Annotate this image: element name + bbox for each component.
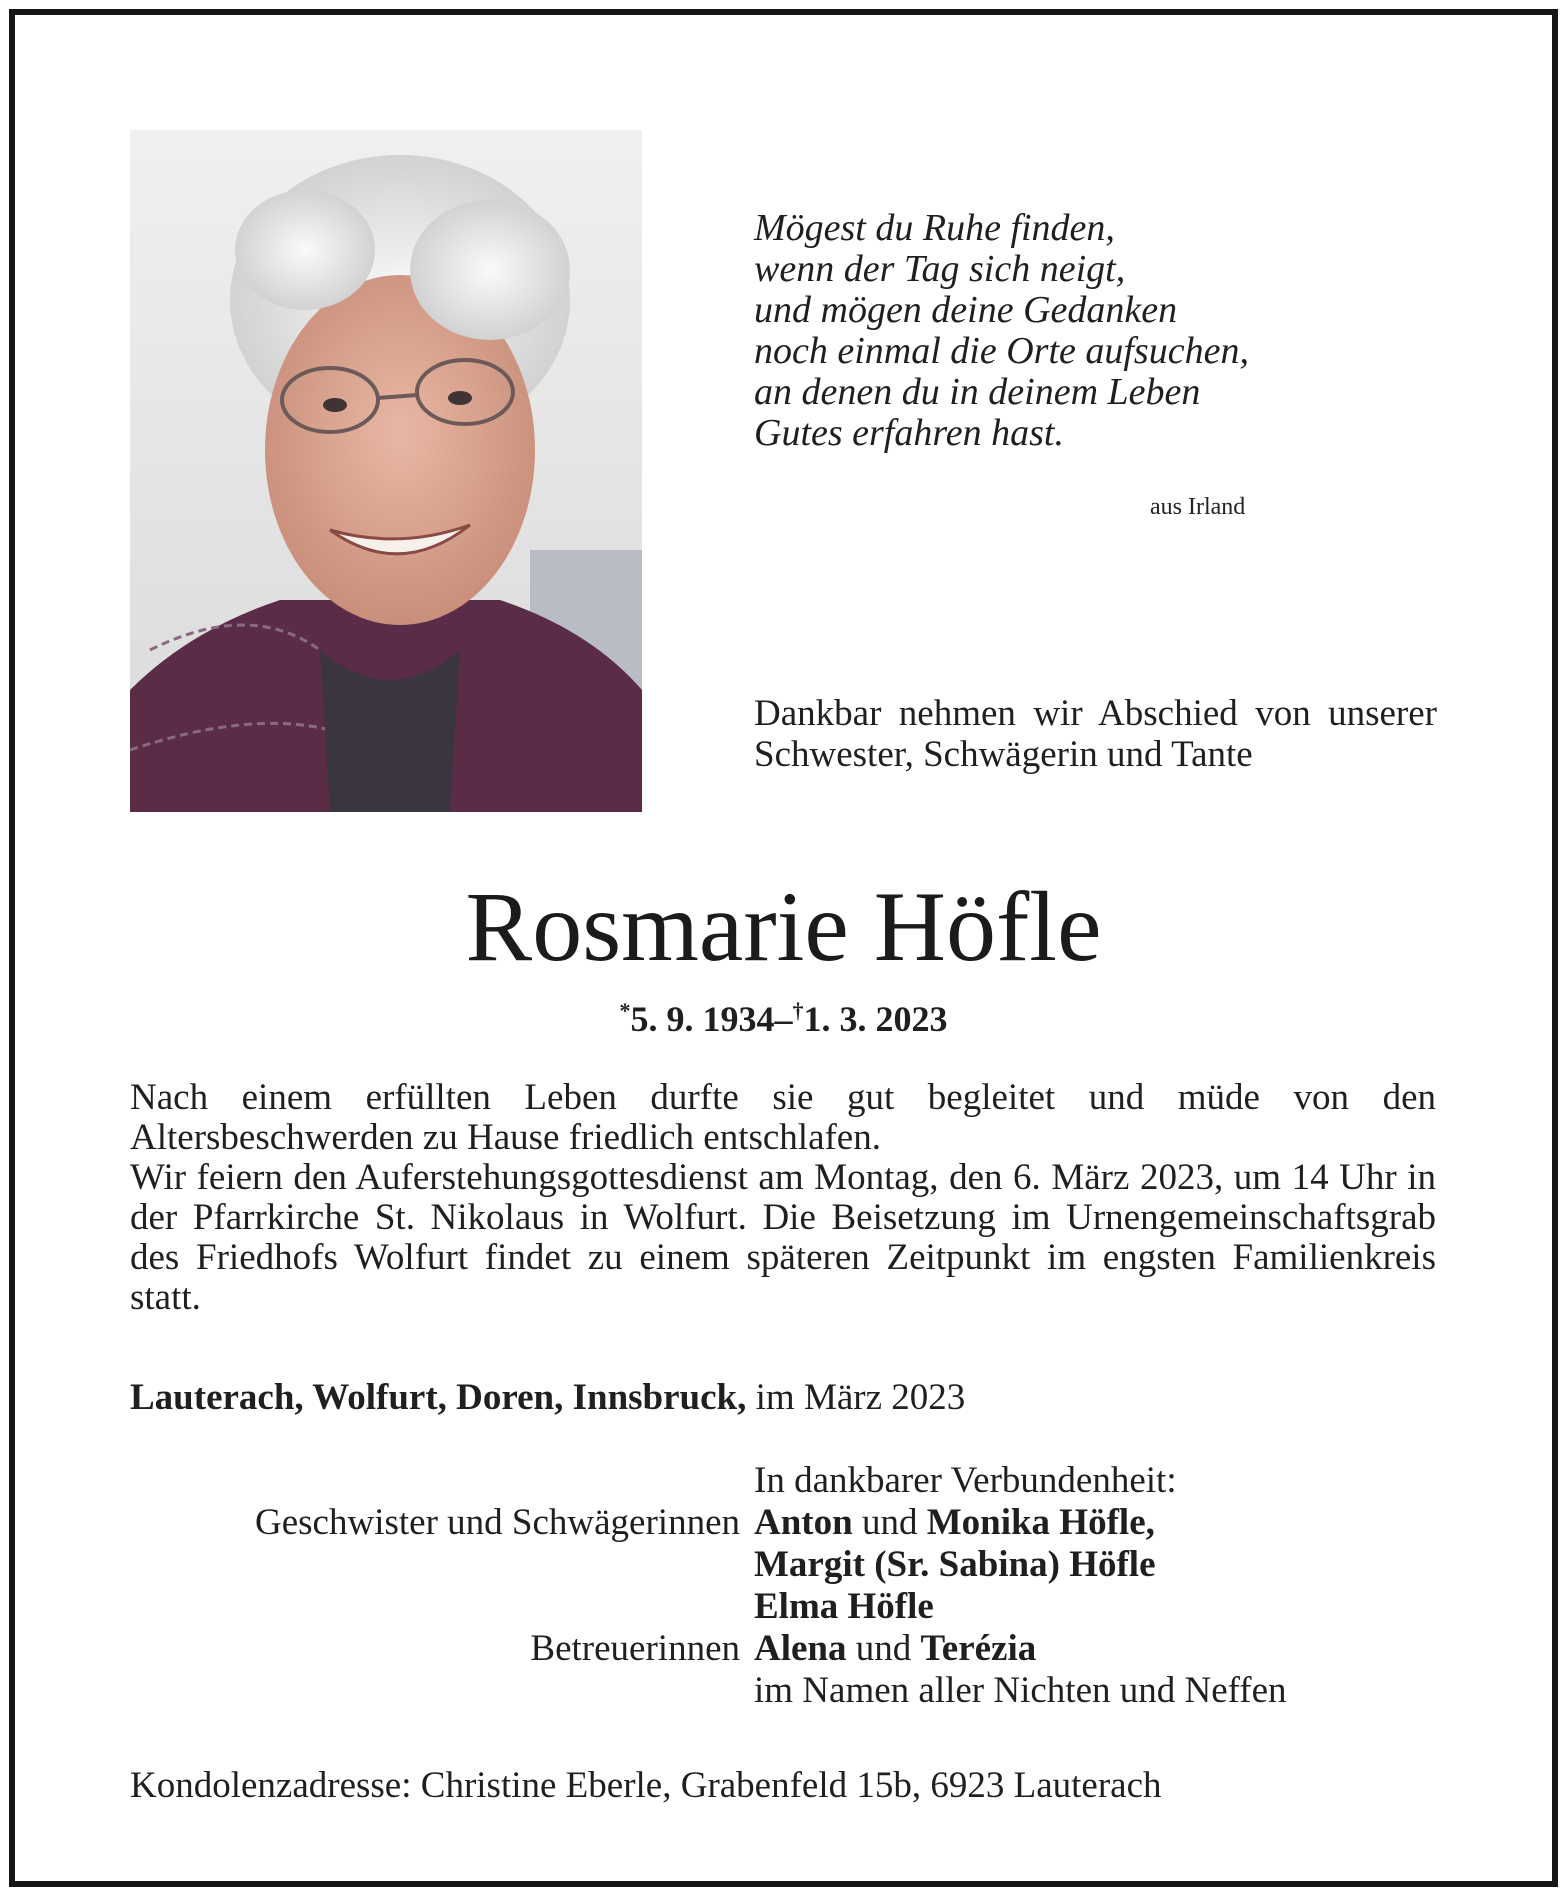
death-date: 1. 3. 2023 [803, 999, 948, 1039]
announcement-paragraph: Nach einem erfüllten Leben durfte sie gut begleitet und müde von den Altersbeschwerden zu Hause friedlich entschlafen. [130, 1077, 1436, 1158]
death-symbol: † [792, 998, 804, 1023]
portrait-photo [130, 130, 642, 812]
poem-line: wenn der Tag sich neigt, [754, 248, 1126, 290]
places-line [130, 1376, 965, 1419]
portrait-illustration [130, 130, 642, 812]
life-dates [0, 998, 1567, 1040]
signer-name: Anton [754, 1502, 853, 1543]
deceased-name: Rosmarie Höfle [465, 871, 1102, 982]
conjunction: und [855, 1628, 912, 1669]
birth-date: 5. 9. 1934 [630, 999, 775, 1039]
poem-line: noch einmal die Orte aufsuchen, [754, 330, 1249, 372]
signer-name: Margit (Sr. Sabina) Höfle [754, 1544, 1156, 1585]
announcement-paragraph: Wir feiern den Auferstehungsgottesdienst am Montag, den 6. März 2023, um 14 Uhr in der Pfarrkirche St. Nikolaus in Wolfurt. Die Beisetzung im Urnengemeinschaftsgrab des Friedhofs Wolfurt findet zu einem späteren Zeitpunkt im engsten Familienkreis statt. [130, 1157, 1436, 1318]
signer-name: Elma Höfle [754, 1586, 934, 1627]
signer-name: Terézia [920, 1628, 1037, 1669]
signers-heading: In dankbarer Verbundenheit: [754, 1460, 1177, 1501]
places-date: im März 2023 [755, 1377, 966, 1418]
intro-text: Dankbar nehmen wir Abschied von unserer Schwester, Schwägerin und Tante [754, 693, 1437, 775]
poem-line: und mögen deine Gedanken [754, 289, 1178, 331]
poem-source: aus Irland [1150, 494, 1246, 520]
signer-name: Alena [754, 1628, 847, 1669]
conjunction: und [861, 1502, 918, 1543]
signers-block [130, 1460, 1436, 1712]
siblings-role: Geschwister und Schwägerinnen [255, 1502, 740, 1543]
places-bold: Lauterach, Wolfurt, Doren, Innsbruck, [130, 1377, 747, 1418]
signers-closing: im Namen aller Nichten und Neffen [754, 1670, 1287, 1711]
poem-line: Gutes erfahren hast. [754, 412, 1064, 454]
birth-symbol: * [619, 998, 631, 1023]
poem [754, 208, 1274, 454]
date-separator: – [774, 999, 793, 1039]
poem-line: an denen du in deinem Leben [754, 371, 1201, 413]
signer-name: Monika Höfle, [926, 1502, 1155, 1543]
condolence-address: Kondolenzadresse: Christine Eberle, Grabenfeld 15b, 6923 Lauterach [130, 1765, 1162, 1806]
siblings-line [754, 1502, 1436, 1544]
carers-role: Betreuerinnen [530, 1628, 740, 1669]
announcement-text [130, 1078, 1436, 1318]
poem-line: Mögest du Ruhe finden, [754, 207, 1115, 249]
carers-line [754, 1628, 1436, 1670]
